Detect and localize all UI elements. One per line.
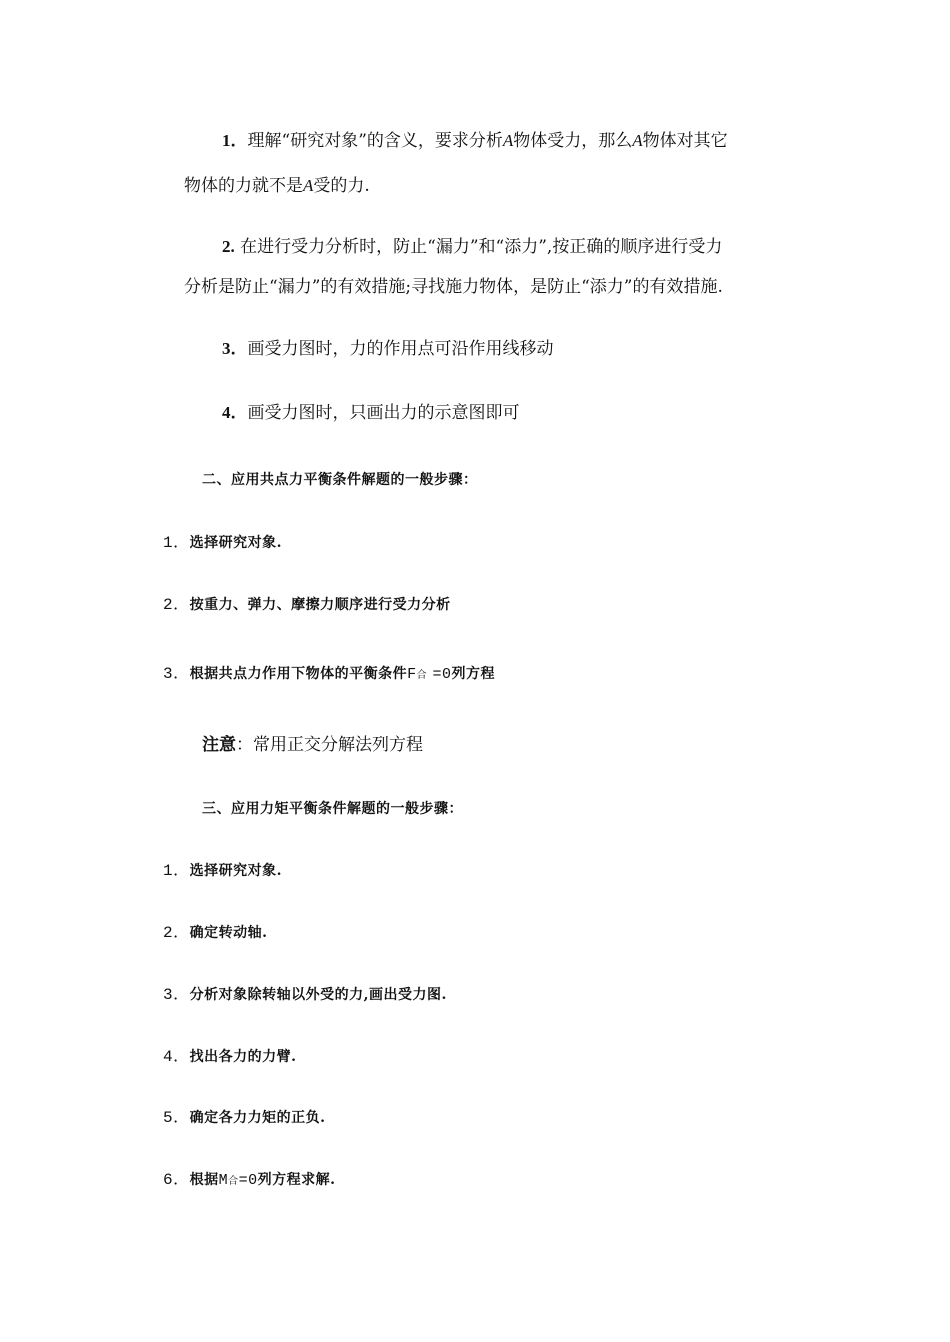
note-line: [202, 734, 423, 756]
item-text: 分析是防止“漏力”的有效措施;寻找施力物体，是防止“添力”的有效措施.: [184, 277, 723, 297]
item-text: 理解“研究对象”的含义，要求分析: [247, 131, 503, 151]
section-3-step-5: [163, 1107, 325, 1129]
section-heading-2: 二、应用共点力平衡条件解题的一般步骤：: [202, 472, 478, 488]
subscript-he: 合: [228, 1176, 239, 1187]
subscript-he: 合: [416, 670, 428, 681]
step-number: 4．: [163, 1048, 190, 1066]
step-text: 按重力、弹力、摩擦力顺序进行受力分析: [189, 597, 451, 613]
section-3-step-4: [163, 1046, 296, 1068]
step-text: 根据共点力作用下物体的平衡条件: [189, 666, 408, 682]
section-3-step-3: [163, 984, 447, 1006]
item-text: 物体对其它: [642, 131, 728, 151]
step-number: 6．: [163, 1171, 190, 1189]
equation-zero: =0: [238, 1172, 258, 1189]
section-3-step-6: [163, 1169, 336, 1193]
variable-a: A: [632, 131, 643, 150]
section-3-step-2: [163, 922, 267, 944]
item-number: 1．: [222, 131, 248, 150]
item-number: 3．: [222, 339, 248, 358]
note-item-2-line-2: [184, 276, 723, 298]
note-item-2-line-1: [222, 236, 722, 258]
step-number: 2．: [163, 596, 190, 614]
note-item-1-line-2: [184, 175, 370, 197]
item-text: 受的力.: [313, 176, 370, 196]
step-text: 找出各力的力臂.: [189, 1049, 297, 1065]
item-text: 物体受力，那么: [513, 131, 633, 151]
note-item-3: [222, 338, 554, 360]
equation-zero: =0: [432, 666, 452, 683]
step-number: 5．: [163, 1109, 190, 1127]
step-text: 选择研究对象.: [189, 535, 282, 551]
section-2-step-3: [163, 663, 495, 687]
step-number: 2．: [163, 924, 190, 942]
item-text: 画受力图时，只画出力的示意图即可: [247, 403, 520, 423]
item-text: 在进行受力分析时，防止“漏力”和“添力”,按正确的顺序进行受力: [234, 237, 723, 257]
section-3-step-1: [163, 860, 282, 882]
item-text: 物体的力就不是: [184, 176, 303, 196]
note-item-1-line-1: [222, 130, 728, 152]
moment-symbol: M: [218, 1172, 229, 1189]
step-text: 列方程求解.: [257, 1172, 336, 1188]
item-number: 2.: [222, 237, 235, 256]
step-number: 3．: [163, 665, 190, 683]
item-text: 画受力图时，力的作用点可沿作用线移动: [247, 339, 554, 359]
item-number: 4．: [222, 403, 248, 422]
force-symbol: F: [407, 666, 417, 683]
step-text: 分析对象除转轴以外受的力,画出受力图.: [189, 987, 447, 1003]
step-number: 1．: [163, 862, 190, 880]
section-2-step-2: [163, 594, 451, 616]
step-text: 确定转动轴.: [189, 925, 268, 941]
step-text: 确定各力力矩的正负.: [189, 1110, 326, 1126]
note-text: ：常用正交分解法列方程: [236, 735, 423, 755]
note-label: 注意: [202, 735, 236, 755]
section-2-step-1: [163, 532, 282, 554]
step-number: 1．: [163, 534, 190, 552]
section-heading-3: 三、应用力矩平衡条件解题的一般步骤：: [202, 801, 463, 817]
step-text: 列方程: [451, 666, 496, 682]
variable-a: A: [502, 131, 514, 150]
step-number: 3．: [163, 986, 190, 1004]
note-item-4: [222, 402, 520, 424]
step-text: 选择研究对象.: [189, 863, 282, 879]
variable-a: A: [303, 176, 314, 195]
step-text: 根据: [189, 1172, 219, 1188]
